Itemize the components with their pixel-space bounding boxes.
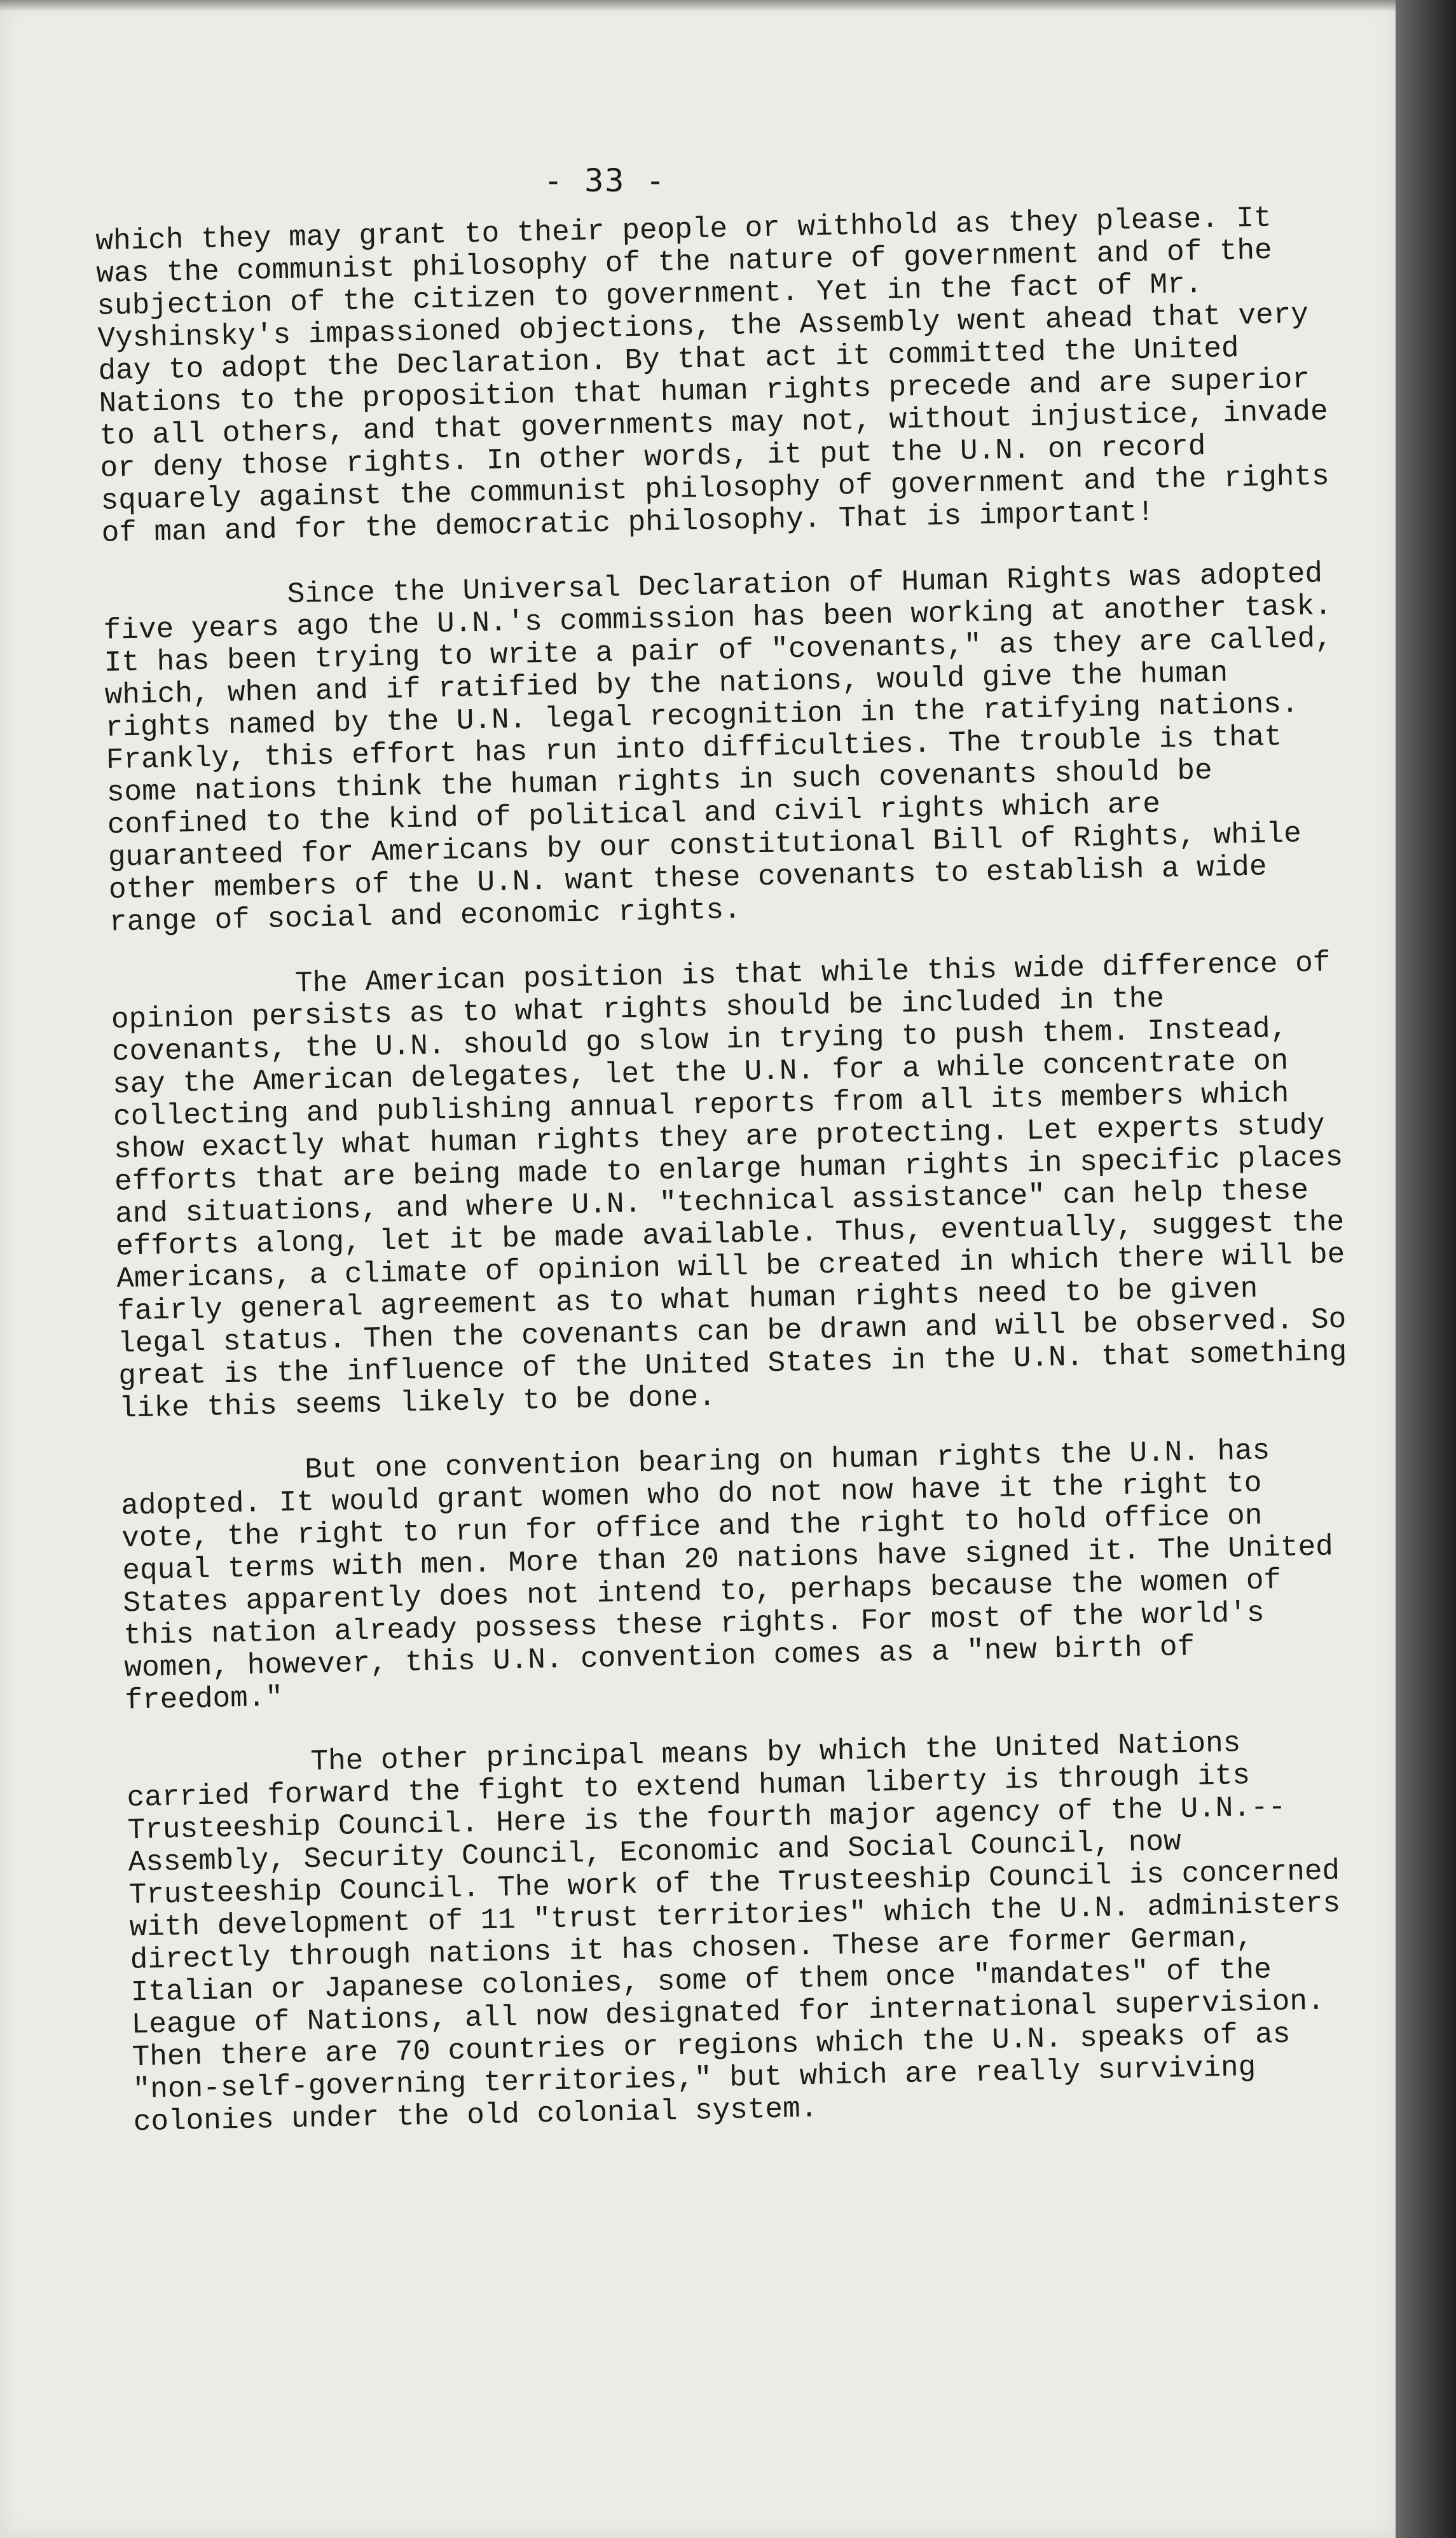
typewritten-body bbox=[95, 201, 1374, 2172]
paragraph-1: which they may grant to their people or withhold as they please. It was the communist philosophy of the nature of government and of the subjection of the citizen to government. Yet in the fact of Mr. Vyshinsky's impassioned objections, the Assembly went ahead that very day to adopt the Declaration. By that act it committed the United Nations to the proposition that human rights precede and are superior to all others, and that governments may not, without injustice, invade or deny those rights. In other words, it put the U.N. on record squarely against the communist philosophy of government and the rights of man and for the democratic philosophy. That is important! bbox=[95, 201, 1347, 550]
paragraph-3: The American position is that while this wide difference of opinion persists as to what rights should be included in the covenants, the U.N. should go slow in trying to push them. Instead, say the American delegates, let the U.N. for a while concentrate on collecting and publishing annual reports from all its members which show exactly what human rights they are protecting. Let experts study efforts that are being made to enlarge human rights in specific places and situations, and where U.N. "technical assistance" can help these efforts along, let it be made available. Thus, eventually, suggest the Americans, a climate of opinion will be created in which there will be fairly general agreement as to what human rights need to be given legal status. Then the covenants can be drawn and will be observed. So great is the influence of the United States in the U.N. that something like this seems likely to be done. bbox=[111, 946, 1365, 1426]
page-top-shadow bbox=[0, 0, 1396, 11]
scan-edge-shadow bbox=[1396, 0, 1456, 2538]
paragraph-4: But one convention bearing on human rights the U.N. has adopted. It would grant women who do not now have it the right to vote, the right to run for office and the right to hold office on equal terms with men. More than 20 nations have signed it. The United States apparently does not intend to, perhaps because the women of this nation already possess these rights. For most of the world's women, however, this U.N. convention comes as a "new birth of freedom." bbox=[120, 1433, 1351, 1718]
paragraph-2: Since the Universal Declaration of Human Rights was adopted five years ago the U.N.'s commission has been working at another task. It has been trying to write a pair of "covenants," as they are called, which, when and if ratified by the nations, would give the human rights named by the U.N. legal recognition in the ratifying nations. Frankly, this effort has run into difficulties. The trouble is that some nations think the human rights in such covenants should be confined to the kind of political and civil rights which are guaranteed for Americans by our constitutional Bill of Rights, while other members of the U.N. want these covenants to establish a wide range of social and economic rights. bbox=[103, 556, 1350, 939]
paragraph-5: The other principal means by which the United Nations carried forward the fight to extend human liberty is through its Trusteeship Council. Here is the fourth major agency of the U.N.--Assembly, Security Council, Economic and Social Council, now Trusteeship Council. The work of the Trusteeship Council is concerned with development of 11 "trust territories" which the U.N. administers directly through nations it has chosen. These are former German, Italian or Japanese colonies, some of them once "mandates" of the League of Nations, all now designated for international supervision. Then there are 70 countries or regions which the U.N. speaks of as "non-self-governing territories," but which are really surviving colonies under the old colonial system. bbox=[127, 1726, 1359, 2139]
page-number: - 33 - bbox=[544, 162, 666, 199]
